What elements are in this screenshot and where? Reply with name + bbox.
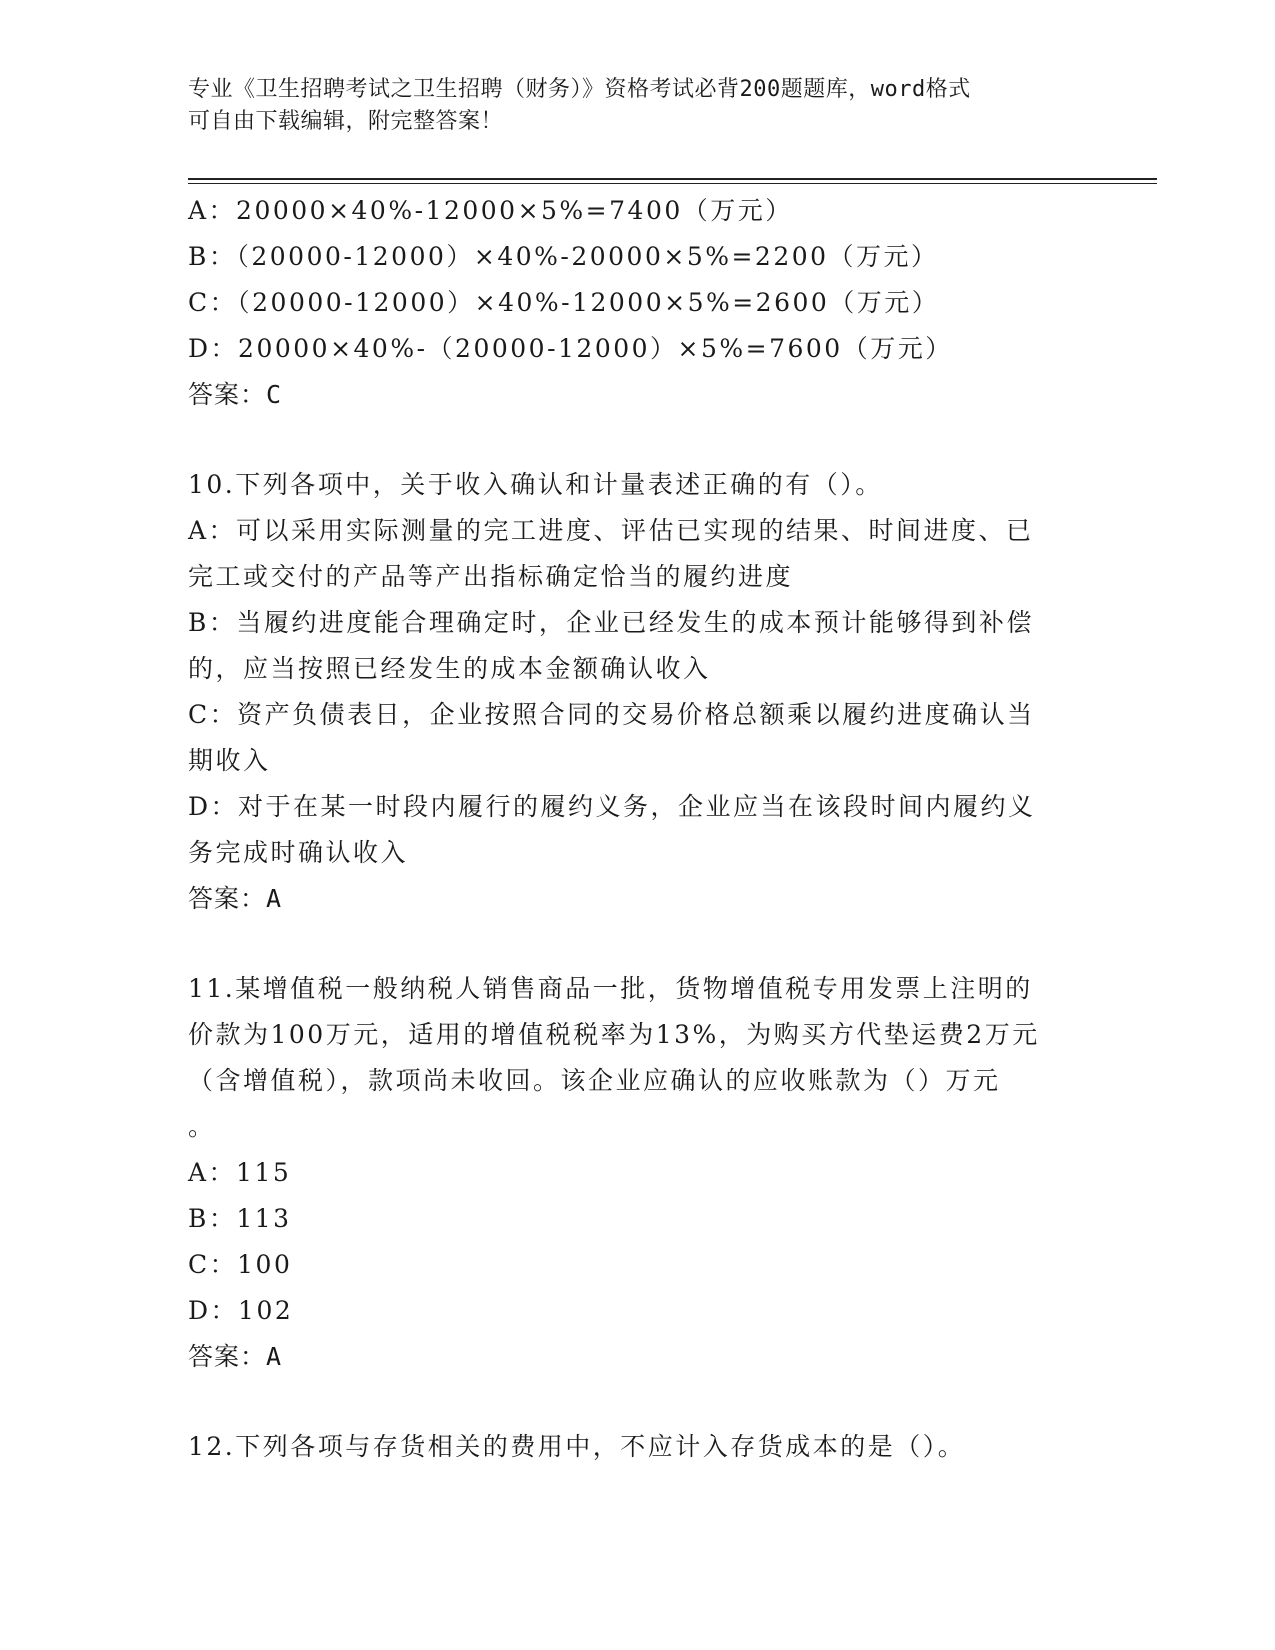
q11-option-c: C：100: [188, 1250, 293, 1279]
q10-option-d-line-1: D：对于在某一时段内履行的履约义务，企业应当在该段时间内履约义: [188, 792, 1036, 821]
q11-option-d: D：102: [188, 1296, 294, 1325]
q11-stem-line-3: （含增值税），款项尚未收回。该企业应确认的应收账款为（）万元: [188, 1066, 1001, 1095]
header-title-line-1: 专业《卫生招聘考试之卫生招聘（财务）》资格考试必背200题题库，word格式: [188, 77, 971, 102]
q11-stem-line-4: 。: [188, 1112, 216, 1141]
q12-stem: 12.下列各项与存货相关的费用中，不应计入存货成本的是（）。: [188, 1432, 966, 1461]
q10-option-b-line-1: B：当履约进度能合理确定时，企业已经发生的成本预计能够得到补偿: [188, 608, 1034, 637]
q11-option-a: A：115: [188, 1158, 292, 1187]
q10-answer: 答案：A: [188, 884, 283, 913]
q10-option-a-line-1: A：可以采用实际测量的完工进度、评估已实现的结果、时间进度、已: [188, 516, 1034, 545]
q9-option-a: A：20000×40%-12000×5%=7400（万元）: [188, 196, 793, 225]
document-header: [188, 74, 1068, 138]
q9-option-b: B：（20000-12000）×40%-20000×5%=2200（万元）: [188, 242, 939, 271]
q9-option-d: D：20000×40%-（20000-12000）×5%=7600（万元）: [188, 334, 953, 363]
header-title-line-2: 可自由下载编辑，附完整答案！: [188, 109, 504, 134]
q11-stem-line-1: 11.某增值税一般纳税人销售商品一批，货物增值税专用发票上注明的: [188, 974, 1033, 1003]
spacer: [188, 1380, 1088, 1424]
document-body: [188, 188, 1088, 1470]
spacer: [188, 418, 1088, 462]
q10-option-a-line-2: 完工或交付的产品等产出指标确定恰当的履约进度: [188, 562, 794, 591]
q9-answer: 答案：C: [188, 380, 283, 409]
spacer: [188, 922, 1088, 966]
q11-option-b: B：113: [188, 1204, 292, 1233]
q10-option-c-line-1: C：资产负债表日，企业按照合同的交易价格总额乘以履约进度确认当: [188, 700, 1035, 729]
q10-option-b-line-2: 的，应当按照已经发生的成本金额确认收入: [188, 654, 711, 683]
q11-stem-line-2: 价款为100万元，适用的增值税税率为13%，为购买方代垫运费2万元: [188, 1020, 1040, 1049]
header-divider-thick: [188, 178, 1157, 180]
question-12: [188, 1424, 1088, 1470]
q10-stem: 10.下列各项中，关于收入确认和计量表述正确的有（）。: [188, 470, 883, 499]
q10-option-c-line-2: 期收入: [188, 746, 271, 775]
q10-option-d-line-2: 务完成时确认收入: [188, 838, 409, 867]
question-9: [188, 188, 1088, 418]
header-divider-thin: [188, 183, 1157, 184]
question-10: [188, 462, 1088, 922]
q9-option-c: C：（20000-12000）×40%-12000×5%=2600（万元）: [188, 288, 940, 317]
question-11: [188, 966, 1088, 1380]
q11-answer: 答案：A: [188, 1342, 283, 1371]
